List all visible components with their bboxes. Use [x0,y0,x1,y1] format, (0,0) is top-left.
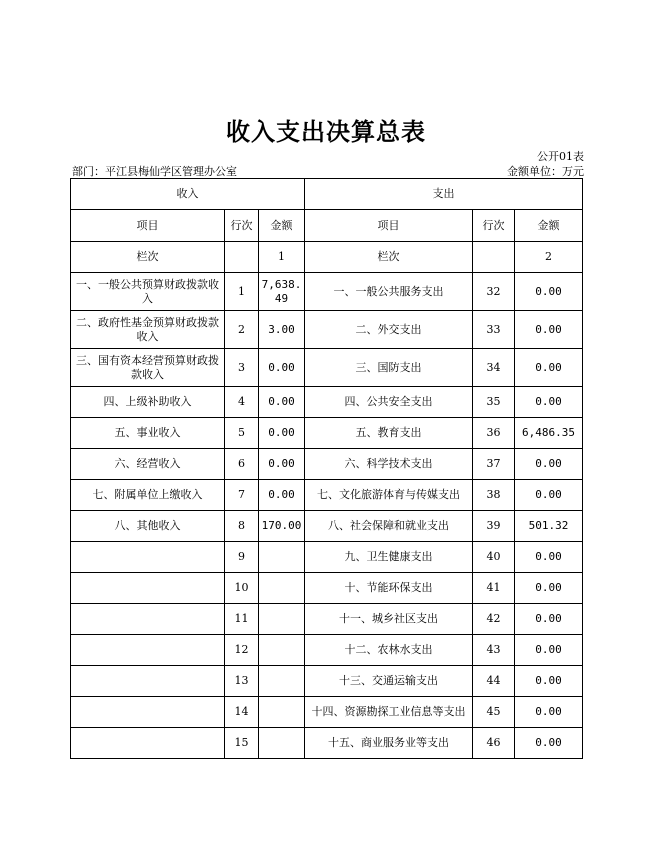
income-amount-cell [259,542,305,573]
expense-amount-cell: 0.00 [515,542,583,573]
income-line-header: 行次 [225,210,259,242]
income-line-cell: 11 [225,604,259,635]
expense-line-cell: 37 [473,449,515,480]
table-row [71,387,583,418]
table-row [71,511,583,542]
expense-item-cell: 十一、城乡社区支出 [305,604,473,635]
form-code: 公开01表 [537,150,584,163]
income-item-cell: 四、上级补助收入 [71,387,225,418]
expense-amount-cell: 0.00 [515,273,583,311]
expense-amount-cell: 0.00 [515,311,583,349]
income-line-cell: 2 [225,311,259,349]
expense-amount-cell: 6,486.35 [515,418,583,449]
expense-amount-cell: 0.00 [515,666,583,697]
expense-line-cell: 38 [473,480,515,511]
income-amount-cell: 0.00 [259,449,305,480]
expense-line-cell: 39 [473,511,515,542]
expense-line-cell: 44 [473,666,515,697]
income-item-cell [71,573,225,604]
table-row [71,273,583,311]
table-row [71,480,583,511]
expense-item-cell: 一、一般公共服务支出 [305,273,473,311]
income-amount-cell: 170.00 [259,511,305,542]
expense-amount-cell: 0.00 [515,449,583,480]
expense-amount-cell: 0.00 [515,697,583,728]
expense-amount-cell: 0.00 [515,387,583,418]
table-row [71,542,583,573]
income-amount-cell: 0.00 [259,480,305,511]
income-line-cell: 10 [225,573,259,604]
expense-line-cell: 32 [473,273,515,311]
income-line-cell: 5 [225,418,259,449]
income-line-cell: 14 [225,697,259,728]
expense-amount-cell: 0.00 [515,604,583,635]
income-section-header: 收入 [71,179,305,210]
income-line-cell: 15 [225,728,259,759]
income-line-cell: 13 [225,666,259,697]
income-line-cell: 6 [225,449,259,480]
income-column-index: 1 [259,242,305,273]
expense-line-cell: 42 [473,604,515,635]
expense-amount-cell: 0.00 [515,480,583,511]
expense-amount-header: 金额 [515,210,583,242]
expense-column-label: 栏次 [305,242,473,273]
income-line-cell: 7 [225,480,259,511]
table-row [71,635,583,666]
expense-item-cell: 五、教育支出 [305,418,473,449]
income-line-cell: 12 [225,635,259,666]
amount-unit-label: 金额单位：万元 [507,165,584,178]
income-item-cell [71,635,225,666]
income-item-cell [71,728,225,759]
expense-line-cell: 33 [473,311,515,349]
expense-line-cell: 46 [473,728,515,759]
expense-amount-cell: 0.00 [515,635,583,666]
expense-line-cell: 43 [473,635,515,666]
income-expense-table [70,178,583,759]
income-item-header: 项目 [71,210,225,242]
income-amount-cell: 7,638.49 [259,273,305,311]
income-amount-cell: 3.00 [259,311,305,349]
expense-item-cell: 九、卫生健康支出 [305,542,473,573]
expense-amount-cell: 0.00 [515,573,583,604]
income-amount-cell [259,697,305,728]
income-item-cell [71,697,225,728]
income-item-cell: 二、政府性基金预算财政拨款收入 [71,311,225,349]
expense-item-cell: 八、社会保障和就业支出 [305,511,473,542]
income-amount-cell [259,728,305,759]
expense-item-cell: 十三、交通运输支出 [305,666,473,697]
income-item-cell: 三、国有资本经营预算财政拨款收入 [71,349,225,387]
table-row [71,728,583,759]
expense-amount-cell: 0.00 [515,349,583,387]
expense-amount-cell: 0.00 [515,728,583,759]
expense-column-line-blank [473,242,515,273]
income-line-cell: 3 [225,349,259,387]
expense-line-cell: 41 [473,573,515,604]
income-item-cell: 六、经营收入 [71,449,225,480]
income-item-cell [71,666,225,697]
page-title: 收入支出决算总表 [226,118,426,146]
expense-item-cell: 七、文化旅游体育与传媒支出 [305,480,473,511]
income-amount-cell [259,635,305,666]
expense-item-cell: 六、科学技术支出 [305,449,473,480]
income-item-cell: 一、一般公共预算财政拨款收入 [71,273,225,311]
income-column-line-blank [225,242,259,273]
expense-line-cell: 36 [473,418,515,449]
expense-item-cell: 二、外交支出 [305,311,473,349]
income-column-label: 栏次 [71,242,225,273]
expense-item-cell: 十二、农林水支出 [305,635,473,666]
table-row [71,349,583,387]
table-row [71,311,583,349]
table-row [71,573,583,604]
income-amount-cell [259,666,305,697]
expense-item-cell: 十、节能环保支出 [305,573,473,604]
income-line-cell: 8 [225,511,259,542]
income-line-cell: 9 [225,542,259,573]
expense-item-cell: 十四、资源勘探工业信息等支出 [305,697,473,728]
expense-line-cell: 35 [473,387,515,418]
income-amount-header: 金额 [259,210,305,242]
income-amount-cell: 0.00 [259,418,305,449]
income-amount-cell [259,604,305,635]
expense-line-cell: 45 [473,697,515,728]
expense-column-index: 2 [515,242,583,273]
table-row [71,604,583,635]
income-item-cell: 五、事业收入 [71,418,225,449]
expense-item-cell: 十五、商业服务业等支出 [305,728,473,759]
income-item-cell: 七、附属单位上缴收入 [71,480,225,511]
income-item-cell [71,604,225,635]
expense-item-header: 项目 [305,210,473,242]
header-row-columns [71,210,583,242]
expense-section-header: 支出 [305,179,583,210]
expense-item-cell: 三、国防支出 [305,349,473,387]
expense-line-cell: 34 [473,349,515,387]
income-amount-cell: 0.00 [259,349,305,387]
income-item-cell: 八、其他收入 [71,511,225,542]
income-line-cell: 4 [225,387,259,418]
expense-line-header: 行次 [473,210,515,242]
income-line-cell: 1 [225,273,259,311]
expense-item-cell: 四、公共安全支出 [305,387,473,418]
expense-line-cell: 40 [473,542,515,573]
income-amount-cell [259,573,305,604]
header-row-sections [71,179,583,210]
department-label: 部门：平江县梅仙学区管理办公室 [72,165,237,178]
income-amount-cell: 0.00 [259,387,305,418]
expense-amount-cell: 501.32 [515,511,583,542]
table-row [71,449,583,480]
table-row [71,697,583,728]
income-item-cell [71,542,225,573]
column-index-row [71,242,583,273]
table-row [71,418,583,449]
table-row [71,666,583,697]
